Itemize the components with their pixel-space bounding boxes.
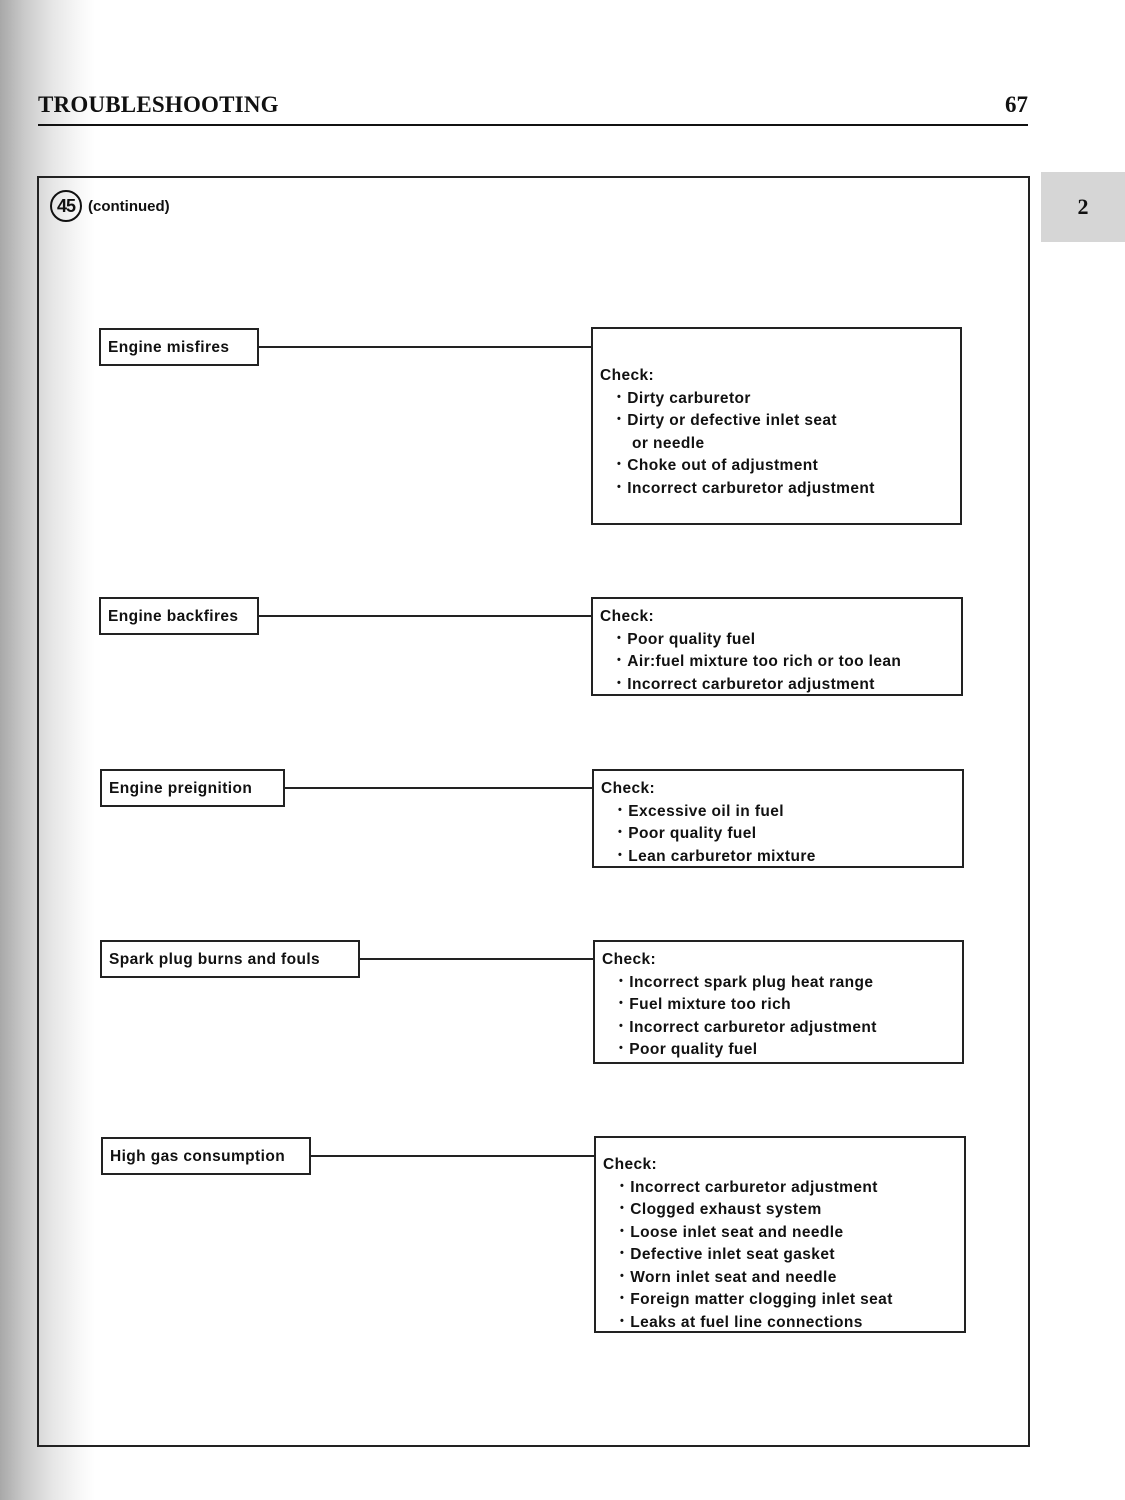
check-item: • Poor quality fuel bbox=[602, 1038, 962, 1061]
check-label: Check: bbox=[601, 780, 656, 797]
check-label: Check: bbox=[603, 1156, 658, 1173]
check-box-engine-backfires bbox=[591, 597, 963, 696]
symptom-box-engine-backfires bbox=[99, 597, 259, 635]
check-label: Check: bbox=[600, 608, 655, 625]
symptom-label: Spark plug burns and fouls bbox=[109, 951, 321, 968]
check-item: • Clogged exhaust system bbox=[603, 1198, 964, 1221]
symptom-box-spark-plug bbox=[100, 940, 360, 978]
symptom-box-engine-preignition bbox=[100, 769, 285, 807]
check-item: • Loose inlet seat and needle bbox=[603, 1221, 964, 1244]
check-item: • Foreign matter clogging inlet seat bbox=[603, 1288, 964, 1311]
page-number: 67 bbox=[1005, 92, 1028, 117]
check-item: • Incorrect carburetor adjustment bbox=[600, 673, 961, 696]
check-item: • Leaks at fuel line connections bbox=[603, 1311, 964, 1334]
check-item: • Poor quality fuel bbox=[600, 628, 961, 651]
connector-line bbox=[259, 615, 592, 617]
check-box-engine-preignition bbox=[592, 769, 964, 868]
symptom-box-engine-misfires bbox=[99, 328, 259, 366]
check-item: • Defective inlet seat gasket bbox=[603, 1243, 964, 1266]
chapter-tab-label: 2 bbox=[1077, 194, 1089, 219]
section-title: TROUBLESHOOTING bbox=[38, 92, 279, 117]
check-item: • Fuel mixture too rich bbox=[602, 993, 962, 1016]
chapter-tab bbox=[1041, 172, 1125, 242]
symptom-label: Engine misfires bbox=[108, 339, 230, 356]
check-label: Check: bbox=[602, 951, 657, 968]
figure-label bbox=[50, 190, 170, 222]
check-item: • Excessive oil in fuel bbox=[601, 800, 962, 823]
check-item: • Worn inlet seat and needle bbox=[603, 1266, 964, 1289]
page-header bbox=[38, 92, 1028, 126]
check-item: • Dirty carburetor bbox=[600, 387, 960, 410]
check-item: • Incorrect carburetor adjustment bbox=[602, 1016, 962, 1039]
check-label: Check: bbox=[600, 367, 655, 384]
symptom-label: Engine preignition bbox=[109, 780, 253, 797]
figure-caption: (continued) bbox=[88, 197, 170, 215]
symptom-box-high-gas-consumption bbox=[101, 1137, 311, 1175]
check-box-spark-plug bbox=[593, 940, 964, 1064]
check-box-high-gas-consumption bbox=[594, 1136, 966, 1333]
check-item: • Incorrect spark plug heat range bbox=[602, 971, 962, 994]
symptom-label: High gas consumption bbox=[110, 1148, 286, 1165]
symptom-label: Engine backfires bbox=[108, 608, 239, 625]
connector-line bbox=[259, 346, 592, 348]
check-item: • Dirty or defective inlet seat bbox=[600, 409, 960, 432]
check-item: • Air:fuel mixture too rich or too lean bbox=[600, 650, 961, 673]
check-item: • Lean carburetor mixture bbox=[601, 845, 962, 868]
check-item-continued: or needle bbox=[632, 434, 705, 452]
check-item: • Choke out of adjustment bbox=[600, 454, 960, 477]
connector-line bbox=[285, 787, 593, 789]
check-item: • Incorrect carburetor adjustment bbox=[600, 477, 960, 500]
connector-line bbox=[360, 958, 594, 960]
figure-number-badge: 45 bbox=[50, 190, 82, 222]
check-box-engine-misfires bbox=[591, 327, 962, 525]
check-item: • Poor quality fuel bbox=[601, 822, 962, 845]
connector-line bbox=[311, 1155, 595, 1157]
check-item: • Incorrect carburetor adjustment bbox=[603, 1176, 964, 1199]
